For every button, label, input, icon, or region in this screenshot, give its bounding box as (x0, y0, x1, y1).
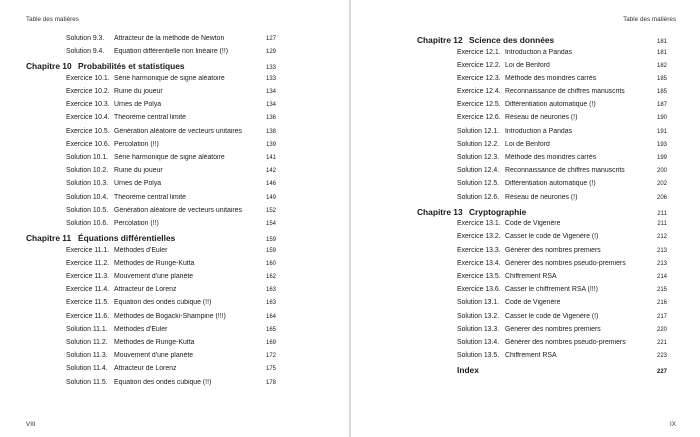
entry-title: Introduction à Pandas (505, 127, 573, 135)
entry-title: Générer des nombres pseudo-premiers (505, 338, 626, 346)
entry-title: Chiffrement RSA (505, 273, 557, 280)
toc-entry[interactable] (26, 114, 276, 127)
page-number: 185 (656, 89, 667, 96)
entry-title: Différentiation automatique (!) (505, 180, 596, 188)
entry-label: Exercice 11.1. (66, 246, 110, 254)
toc-entry[interactable] (26, 247, 276, 260)
entry-title: Générer des nombres premiers (505, 246, 601, 254)
entry-title: Méthodes de Runge-Kutta (114, 338, 195, 346)
index-title: Index (457, 365, 479, 376)
entry-label: Exercice 11.5. (66, 299, 110, 307)
page-number: 221 (656, 339, 667, 346)
entry-title: Loi de Benford (505, 140, 550, 148)
entry-title: Urnes de Polya (114, 101, 162, 109)
chapter-number: Chapitre 12 (417, 35, 463, 45)
entry-label: Solution 12.2. (457, 140, 500, 148)
page-number: 199 (656, 155, 667, 161)
toc-entry[interactable] (417, 62, 667, 75)
page-number: 193 (656, 141, 667, 148)
entry-label: Exercice 12.6. (457, 114, 501, 122)
page-number: 169 (265, 339, 276, 346)
entry-label: Exercice 10.3. (66, 101, 110, 109)
toc-entry[interactable] (26, 180, 276, 193)
entry-title: Méthode des moindres carrés (505, 74, 597, 82)
toc-entry[interactable] (417, 49, 667, 62)
entry-label: Exercice 10.2. (66, 88, 110, 96)
toc-entry[interactable] (417, 88, 667, 101)
page-number: 152 (265, 207, 276, 214)
toc-entry[interactable] (26, 220, 276, 233)
toc-left (26, 35, 276, 392)
entry-title: Mouvement d'une planète (114, 273, 194, 280)
right-page (351, 0, 700, 437)
entry-title: Générer des nombres pseudo-premiers (505, 259, 626, 267)
folio-right: IX (670, 421, 676, 428)
entry-title: Série harmonique de signe aléatoire (114, 154, 225, 161)
entry-label: Exercice 12.4. (457, 88, 501, 96)
toc-entry[interactable] (417, 180, 667, 193)
toc-chapter-heading[interactable] (26, 233, 276, 247)
entry-label: Exercice 11.2. (66, 259, 110, 267)
page-number: 181 (656, 39, 667, 45)
entry-title: Méthodes d'Euler (114, 325, 168, 333)
toc-entry[interactable] (417, 273, 667, 286)
entry-label: Exercice 11.4. (66, 286, 110, 294)
toc-entry[interactable] (417, 194, 667, 207)
page-number: 129 (265, 49, 276, 56)
page-number: 211 (657, 210, 667, 217)
entry-label: Exercice 13.6. (457, 286, 501, 294)
chapter-number: Chapitre 10 (26, 61, 72, 72)
entry-title: Casser le chiffrement RSA (!!!) (505, 286, 598, 294)
entry-label: Solution 11.4. (66, 365, 108, 373)
toc-chapter-heading[interactable] (417, 207, 667, 221)
toc-entry[interactable] (417, 233, 667, 246)
chapter-title: Cryptographie (469, 206, 527, 217)
page-number: 206 (656, 194, 667, 201)
entry-label: Solution 9.3. (66, 35, 105, 42)
page-number: 146 (265, 181, 276, 188)
toc-entry[interactable] (26, 339, 276, 352)
page-number: 175 (265, 366, 276, 373)
entry-title: Code de Vigenère (505, 299, 561, 307)
page-number: 217 (656, 313, 667, 320)
entry-label: Solution 13.2. (457, 312, 500, 320)
toc-entry[interactable] (417, 167, 667, 180)
page-number: 213 (656, 247, 667, 254)
entry-title: Méthode des moindres carrés (505, 154, 597, 161)
entry-label: Exercice 13.3. (457, 246, 501, 254)
entry-title: Mouvement d'une planète (114, 352, 194, 360)
entry-title: Génération aléatoire de vecteurs unitaires (114, 206, 242, 214)
entry-label: Exercice 13.1. (457, 220, 501, 228)
page-number: 142 (265, 168, 276, 175)
entry-title: Percolation (!!) (114, 219, 159, 227)
entry-label: Solution 10.3. (66, 180, 109, 188)
entry-title: Générer des nombres premiers (505, 325, 601, 333)
toc-entry[interactable] (417, 299, 667, 312)
page-number: 149 (265, 194, 276, 201)
page-number: 139 (265, 141, 276, 148)
page-number: 187 (656, 102, 667, 109)
entry-label: Exercice 13.5. (457, 273, 501, 280)
entry-title: Casser le code de Vigenère (!) (505, 233, 599, 241)
page-number: 136 (265, 115, 276, 122)
page-number: 214 (656, 274, 667, 280)
page-number: 133 (265, 75, 276, 82)
toc-entry[interactable] (417, 75, 667, 88)
entry-title: Équation des ondes cubique (!!) (114, 299, 212, 307)
entry-label: Solution 12.5. (457, 180, 500, 188)
toc-chapter-heading[interactable] (417, 35, 667, 49)
entry-title: Équation différentielle non linéaire (!!) (114, 48, 229, 56)
page-number: 223 (656, 353, 667, 360)
toc-entry[interactable] (26, 75, 276, 88)
page-number: 127 (265, 36, 276, 42)
entry-title: Ruine du joueur (114, 88, 163, 96)
toc-entry[interactable] (417, 154, 667, 167)
entry-label: Exercice 13.2. (457, 233, 501, 241)
entry-label: Solution 10.5. (66, 206, 109, 214)
page-number: 202 (656, 181, 667, 188)
page-number: 182 (656, 62, 667, 69)
entry-title: Ruine du joueur (114, 167, 163, 175)
toc-entry[interactable] (26, 260, 276, 273)
toc-entry[interactable] (417, 141, 667, 154)
toc-chapter-heading[interactable] (26, 61, 276, 75)
toc-entry[interactable] (26, 313, 276, 326)
chapter-title: Science des données (469, 35, 555, 45)
toc-entry[interactable] (417, 352, 667, 365)
entry-title: Casser le code de Vigenère (!) (505, 312, 599, 320)
entry-label: Exercice 10.4. (66, 114, 110, 122)
toc-entry[interactable] (417, 326, 667, 339)
toc-entry[interactable] (417, 220, 667, 233)
entry-label: Solution 13.5. (457, 352, 500, 360)
entry-title: Attracteur de Lorenz (114, 365, 177, 373)
running-head-left: Table des matières (26, 16, 79, 23)
toc-entry[interactable] (417, 260, 667, 273)
chapter-number: Chapitre 11 (26, 233, 72, 244)
page-number: 181 (656, 49, 667, 56)
entry-title: Méthodes de Bogacki-Shampine (!!!) (114, 312, 226, 320)
entry-title: Attracteur de la méthode de Newton (114, 35, 225, 42)
chapter-title: Équations différentielles (78, 233, 176, 244)
entry-label: Solution 13.1. (457, 299, 500, 307)
entry-label: Exercice 10.5. (66, 127, 110, 135)
entry-label: Solution 13.4. (457, 338, 500, 346)
entry-label: Solution 11.2. (66, 338, 108, 346)
entry-label: Solution 11.1. (66, 325, 108, 333)
toc-entry[interactable] (26, 48, 276, 61)
page-number: 163 (265, 287, 276, 294)
entry-title: Chiffrement RSA (505, 352, 557, 360)
page-number: 133 (265, 65, 276, 72)
toc-entry[interactable] (26, 365, 276, 378)
toc-entry[interactable] (417, 339, 667, 352)
page-number: 216 (656, 300, 667, 307)
entry-title: Attracteur de Lorenz (114, 286, 177, 294)
entry-title: Introduction à Pandas (505, 48, 573, 56)
page-number: 163 (265, 300, 276, 307)
entry-label: Exercice 10.6. (66, 140, 110, 148)
entry-title: Loi de Benford (505, 61, 550, 69)
page-number: 159 (265, 237, 276, 244)
toc-entry[interactable] (26, 299, 276, 312)
page-number: 134 (265, 102, 276, 109)
toc-entry[interactable] (26, 286, 276, 299)
page-number: 160 (265, 260, 276, 267)
toc-entry[interactable] (26, 154, 276, 167)
entry-title: Reconnaissance de chiffres manuscrits (505, 88, 625, 96)
page-number: 154 (265, 220, 276, 227)
toc-entry[interactable] (26, 141, 276, 154)
entry-title: Équation des ondes cubique (!!) (114, 378, 212, 386)
toc-entry[interactable] (26, 352, 276, 365)
toc-entry[interactable] (26, 207, 276, 220)
toc-entry[interactable] (26, 88, 276, 101)
toc-entry[interactable] (417, 247, 667, 260)
page-number: 215 (656, 287, 667, 294)
folio-left: VIII (26, 421, 36, 428)
entry-label: Solution 13.3. (457, 325, 500, 333)
entry-label: Solution 10.4. (66, 193, 109, 201)
page-number: 213 (656, 260, 667, 267)
chapter-title: Probabilités et statistiques (78, 61, 185, 72)
entry-label: Solution 12.6. (457, 193, 500, 201)
toc-entry[interactable] (417, 114, 667, 127)
entry-label: Exercice 11.6. (66, 312, 110, 320)
toc-entry[interactable] (26, 128, 276, 141)
entry-label: Exercice 13.4. (457, 259, 501, 267)
entry-label: Exercice 12.3. (457, 74, 501, 82)
page-number: 211 (657, 221, 667, 228)
page-number: 227 (656, 369, 667, 376)
entry-label: Exercice 12.1. (457, 48, 501, 56)
entry-label: Exercice 11.3. (66, 273, 110, 280)
toc-right (417, 35, 667, 377)
entry-title: Réseau de neurones (!) (505, 114, 578, 122)
left-page (0, 0, 349, 437)
toc-entry[interactable] (26, 326, 276, 339)
page-number: 165 (265, 326, 276, 333)
toc-entry[interactable] (26, 167, 276, 180)
entry-label: Solution 10.1. (66, 154, 109, 161)
entry-title: Urnes de Polya (114, 180, 162, 188)
page-number: 141 (265, 155, 276, 161)
entry-title: Théorème central limite (114, 114, 186, 122)
page-number: 220 (656, 326, 667, 333)
entry-label: Solution 12.1. (457, 127, 500, 135)
entry-title: Génération aléatoire de vecteurs unitaires (114, 127, 242, 135)
page-number: 212 (656, 234, 667, 241)
entry-title: Méthodes de Runge-Kutta (114, 259, 195, 267)
page-number: 138 (265, 128, 276, 135)
page-number: 191 (656, 128, 667, 135)
entry-label: Exercice 10.1. (66, 74, 110, 82)
toc-entry[interactable] (26, 194, 276, 207)
toc-entry[interactable] (417, 128, 667, 141)
entry-title: Réseau de neurones (!) (505, 193, 578, 201)
entry-title: Code de Vigenère (505, 220, 561, 228)
entry-title: Théorème central limite (114, 193, 186, 201)
toc-entry[interactable] (26, 101, 276, 114)
toc-entry[interactable] (417, 101, 667, 114)
toc-entry[interactable] (26, 273, 276, 286)
running-head-right: Table des matières (623, 16, 676, 23)
entry-title: Différentiation automatique (!) (505, 101, 596, 109)
toc-entry[interactable] (417, 313, 667, 326)
toc-entry[interactable] (26, 35, 276, 48)
entry-label: Solution 10.6. (66, 219, 109, 227)
entry-title: Reconnaissance de chiffres manuscrits (505, 167, 625, 175)
entry-label: Solution 12.3. (457, 154, 500, 161)
toc-entry[interactable] (417, 286, 667, 299)
entry-label: Solution 10.2. (66, 167, 109, 175)
entry-label: Solution 11.3. (66, 352, 108, 360)
entry-label: Solution 9.4. (66, 48, 105, 56)
entry-label: Solution 12.4. (457, 167, 500, 175)
page-number: 185 (656, 75, 667, 82)
entry-title: Percolation (!!) (114, 140, 159, 148)
page-number: 159 (265, 247, 276, 254)
entry-label: Exercice 12.5. (457, 101, 501, 109)
toc-index-entry[interactable] (417, 365, 667, 377)
page-number: 164 (265, 313, 276, 320)
page-number: 172 (265, 353, 276, 360)
entry-title: Méthodes d'Euler (114, 246, 168, 254)
entry-title: Série harmonique de signe aléatoire (114, 74, 225, 82)
page-number: 178 (265, 379, 276, 386)
page-number: 134 (265, 89, 276, 96)
page-number: 190 (656, 115, 667, 122)
toc-entry[interactable] (26, 379, 276, 392)
entry-label: Solution 11.5. (66, 378, 108, 386)
page-number: 200 (656, 168, 667, 175)
entry-label: Exercice 12.2. (457, 61, 501, 69)
chapter-number: Chapitre 13 (417, 206, 463, 217)
page-number: 162 (265, 274, 276, 280)
